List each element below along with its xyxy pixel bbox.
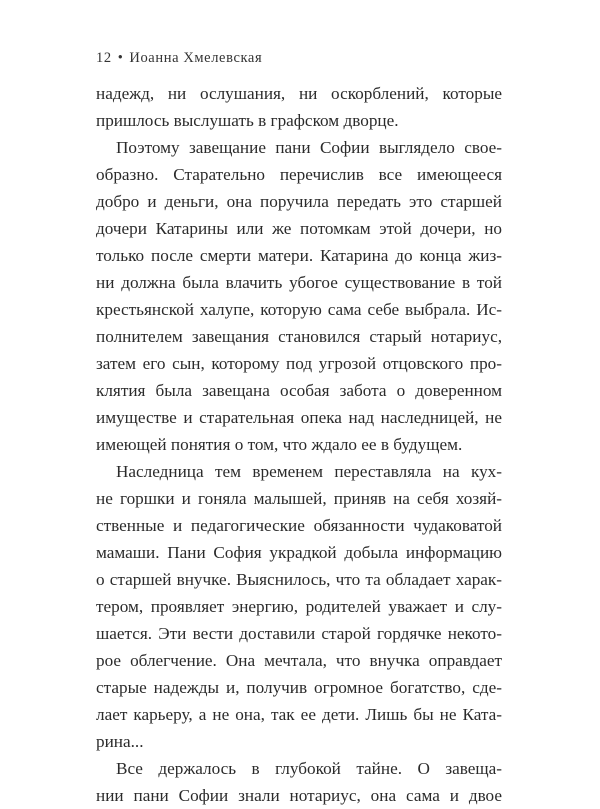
text-line: рина... — [96, 732, 144, 751]
text-line: дочери Катарины или же потомкам этой дочери, но — [96, 219, 502, 238]
text-line: Все держалось в глубокой тайне. О завеща- — [116, 759, 502, 778]
text-line: добро и деньги, она поручила передать это старшей — [96, 192, 502, 211]
text-line: полнителем завещания становился старый нотариус, — [96, 327, 502, 346]
text-line: о старшей внучке. Выяснилось, что та обладает харак- — [96, 570, 502, 589]
running-header — [96, 50, 262, 67]
text-line: не горшки и гоняла малышей, приняв на себя хозяй- — [96, 489, 502, 508]
text-line: затем его сын, которому под угрозой отцовского про- — [96, 354, 502, 373]
text-line: крестьянской халупе, которую сама себе выбрала. Ис- — [96, 300, 502, 319]
text-line: имеющей понятия о том, что ждало ее в будущем. — [96, 435, 463, 454]
text-line: только после смерти матери. Катарина до конца жиз- — [96, 246, 502, 265]
text-line: клятия была завещана особая забота о доверенном — [96, 381, 502, 400]
text-line: старые надежды и, получив огромное богатство, сде- — [96, 678, 502, 697]
text-line: шается. Эти вести доставили старой гордячке некото- — [96, 624, 502, 643]
text-line: Поэтому завещание пани Софии выглядело свое- — [116, 138, 502, 157]
text-line: ственные и педагогические обязанности чудаковатой — [96, 516, 502, 535]
text-line: Наследница тем временем переставляла на кух- — [116, 462, 502, 481]
text-line: лает карьеру, а не она, так ее дети. Лишь бы не Ката- — [96, 705, 502, 724]
text-line: имуществе и старательная опека над наследницей, не — [96, 408, 502, 427]
text-line: нии пани Софии знали нотариус, она сама и двое — [96, 786, 502, 805]
text-line: надежд, ни ослушания, ни оскорблений, которые — [96, 84, 502, 103]
page-number: 12 — [96, 50, 112, 66]
text-line: мамаши. Пани София украдкой добыла информацию — [96, 543, 502, 562]
text-line: ни должна была влачить убогое существование в той — [96, 273, 502, 292]
author-name: Иоанна Хмелевская — [129, 50, 263, 66]
text-line: пришлось выслушать в графском дворце. — [96, 111, 399, 130]
text-line: рое облегчение. Она мечтала, что внучка оправдает — [96, 651, 502, 670]
text-line: тером, проявляет энергию, родителей уважает и слу- — [96, 597, 502, 616]
header-separator: • — [117, 50, 124, 66]
body-text — [96, 80, 502, 809]
text-line: образно. Старательно перечислив все имеющееся — [96, 165, 502, 184]
